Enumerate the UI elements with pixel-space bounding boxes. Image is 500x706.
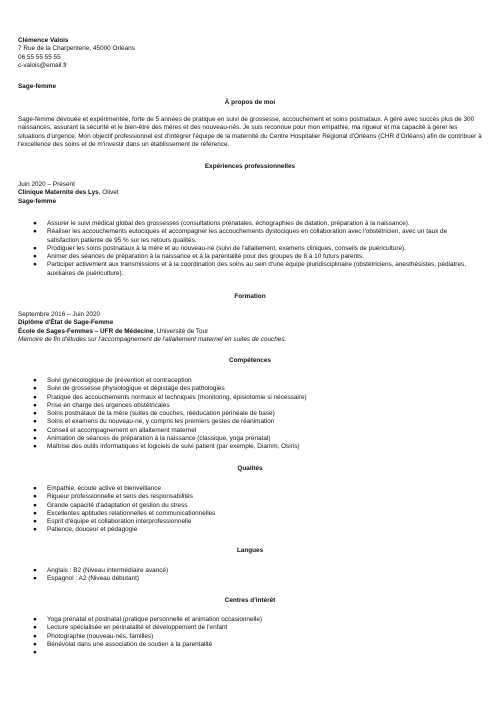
education-degree: Diplôme d'État de Sage-Femme — [18, 319, 114, 327]
experience-heading: Expériences professionnelles — [204, 163, 296, 170]
languages-list — [18, 567, 482, 584]
education-school-location: , Université de Tour — [153, 327, 209, 335]
list-item: ● Prise en charge des urgences obstétricales — [33, 401, 170, 409]
bullet-icon: ● — [33, 435, 37, 443]
skills-list — [18, 377, 482, 452]
list-item: ● Animer des séances de préparation à la naissance et à la parentalité pour des groupes de 8 à 10 futurs parents. — [33, 253, 364, 261]
bullet-icon: ● — [33, 567, 37, 574]
list-item: ● Conseil et accompagnement en allaitement maternel — [33, 426, 197, 434]
list-item: ● Lecture spécialisée en périnatalité et développement de l'enfant — [33, 624, 228, 632]
education-dates: Septembre 2016 – Juin 2020 — [18, 311, 101, 318]
bullet-icon: ● — [33, 575, 37, 583]
list-item: ● Photographie (nouveau-nés, familles) — [33, 632, 154, 640]
list-item — [33, 649, 482, 657]
bullet-icon: ● — [33, 410, 37, 418]
contact-address: 7 Rue de la Charpenterie, 45000 Orléans — [18, 45, 135, 53]
experience-entry — [18, 181, 482, 206]
bullet-icon: ● — [33, 377, 37, 384]
experience-employer: Clinique Maternité des Lys — [18, 189, 99, 197]
list-item: ● Soins postnataux de la mère (suites de couches, rééducation périnéale de base) — [33, 410, 275, 418]
job-title: Sage-femme — [18, 83, 57, 90]
bullet-icon: ● — [33, 244, 37, 252]
bullet-icon: ● — [33, 418, 37, 426]
bullet-icon: ● — [33, 401, 37, 409]
bullet-icon: ● — [33, 485, 37, 492]
about-heading: À propos de moi — [224, 99, 276, 106]
bullet-icon: ● — [33, 493, 37, 501]
list-item: ● Animation de séances de préparation à la naissance (classique, yoga prénatal) — [33, 435, 271, 443]
education-entry — [18, 311, 482, 344]
list-item: ● Esprit d'équipe et collaboration interprofessionnelle — [33, 518, 192, 526]
bullet-icon: ● — [33, 501, 37, 509]
bullet-icon: ● — [33, 632, 37, 640]
bullet-icon: ● — [33, 526, 37, 534]
skills-heading: Compétences — [229, 357, 271, 364]
list-item: ● Espagnol : A2 (Niveau débutant) — [33, 575, 140, 583]
list-item: ● Excellentes aptitudes relationnelles et communicationnelles — [33, 509, 216, 517]
contact-phone: 06 55 55 55 55 — [18, 53, 61, 61]
list-item: ● Pratique des accouchements normaux et techniques (monitoring, épisiotomie si nécessaire) — [33, 393, 307, 401]
list-item: ● Bénévolat dans une association de soutien à la parentalité — [33, 640, 213, 648]
bullet-icon: ● — [33, 649, 37, 657]
list-item: ● Participer activement aux transmissions et à la coordination des soins au sein d'une équipe pluridisciplinaire (obstétriciens, anesthésistes, pédiatres, auxiliaires de puériculture). — [33, 261, 466, 277]
list-item: ● Soins et examens du nouveau-né, y compris les premiers gestes de réanimation — [33, 418, 275, 426]
list-item: ● Patience, douceur et pédagogie — [33, 526, 138, 534]
experience-dates: Juin 2020 – Présent — [18, 181, 75, 188]
interests-heading: Centres d'intérêt — [224, 597, 276, 604]
list-item: ● Grande capacité d'adaptation et gestion du stress — [33, 501, 188, 509]
qualities-list — [18, 485, 482, 535]
bullet-icon: ● — [33, 616, 37, 623]
bullet-icon: ● — [33, 640, 37, 648]
bullet-icon: ● — [33, 624, 37, 632]
bullet-icon: ● — [33, 228, 37, 236]
bullet-icon: ● — [33, 443, 37, 451]
list-item: ● Yoga prénatal et postnatal (pratique personnelle et animation occasionnelle) — [33, 616, 263, 623]
contact-block — [18, 37, 482, 70]
qualities-heading: Qualités — [237, 465, 263, 472]
bullet-icon: ● — [33, 509, 37, 517]
list-item: ● Empathie, écoute active et bienveillance — [33, 485, 162, 492]
list-item: ● Rigueur professionnelle et sens des responsabilités — [33, 493, 194, 501]
education-thesis: Mémoire de fin d'études sur l'accompagnement de l'allaitement maternel en suites de couches. — [18, 335, 287, 343]
education-school: École de Sages-Femmes – UFR de Médecine — [18, 327, 154, 335]
bullet-icon: ● — [33, 253, 37, 261]
bullet-icon: ● — [33, 261, 37, 269]
languages-heading: Langues — [236, 547, 264, 554]
list-item: ● Anglais : B2 (Niveau intermédiaire avancé) — [33, 567, 169, 574]
list-item: ● Maîtrise des outils informatiques et logiciels de suivi patient (par exemple, Diamm, Osiris) — [33, 443, 300, 451]
contact-email: c-valois@email.fr — [18, 61, 68, 69]
list-item: ● Suivi gynécologique de prévention et contraception — [33, 377, 192, 384]
bullet-icon: ● — [33, 393, 37, 401]
experience-list — [18, 220, 467, 278]
experience-location: , Olivet — [98, 189, 119, 197]
list-item: ● Suivi de grossesse physiologique et dépistage des pathologies — [33, 385, 225, 393]
list-item: ● Prodiguer les soins postnataux à la mère et au nouveau-né (suivi de l'allaitement, examens cliniques, conseils de puériculture). — [33, 244, 406, 252]
education-heading: Formation — [234, 293, 266, 300]
bullet-icon: ● — [33, 426, 37, 434]
bullet-icon: ● — [33, 518, 37, 526]
about-text: Sage-femme dévouée et expérimentée, forte de 5 années de pratique en suivi de grossesse, accouchement et soins postnataux. A géré avec succès plus de 300 naissances, assurant la sécurité et le bien-être des mères et des nouveau-nés. Je suis reconnue pour mon empathie, ma rigueur et ma capacité à gérer les situations d'urgence. Mon objectif professionnel est d'intégrer l'équipe de la maternité du Centre Hospitalier Régional d'Orléans (CHR d'Orléans) afin de contribuer à l'excellence des soins et de m'investir dans un établissement de référence. — [18, 116, 482, 148]
bullet-icon: ● — [33, 385, 37, 393]
interests-list — [18, 616, 482, 657]
experience-role: Sage-femme — [18, 197, 57, 205]
list-item: ● Assurer le suivi médical global des grossesses (consultations prénatales, échographies de datation, préparation à la naissance). — [33, 220, 410, 227]
list-item: ● Réaliser les accouchements eutociques et accompagner les accouchements dystociques en collaboration avec l'obstétricien, avec un taux de satisfaction patiente de 95 % sur les retours qualités. — [33, 228, 448, 244]
bullet-icon: ● — [33, 220, 37, 227]
contact-name: Clémence Valois — [18, 37, 69, 44]
